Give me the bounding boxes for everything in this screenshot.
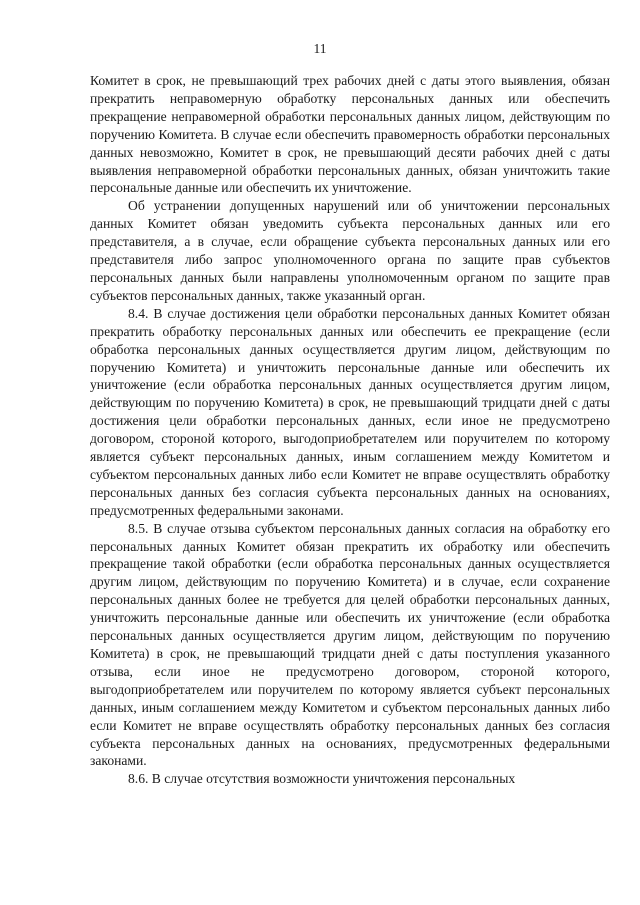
paragraph-8-5: 8.5. В случае отзыва субъектом персональных данных согласия на обработку его персональных данных Комитет обязан прекратить их обработку или обеспечить прекращение такой обработки (если обработка персональных данных осуществляется другим лицом, действующим по поручению Комитета) и в случае, если сохранение персональных данных более не требуется для целей обработки персональных данных, уничтожить персональные данные или обеспечить их уничтожение (если обработка персональных данных осуществляется другим лицом, действующим по поручению Комитета) в срок, не превышающий тридцати дней с даты поступления указанного отзыва, если иное не предусмотрено договором, стороной которого, выгодоприобретателем или поручителем по которому является субъект персональных данных, иным соглашением между Комитетом и субъектом персональных данных либо если Комитет не вправе осуществлять обработку персональных данных без согласия субъекта персональных данных на основаниях, предусмотренных федеральными законами. bbox=[90, 520, 610, 769]
page-number: 11 bbox=[313, 41, 327, 56]
paragraph-8-6: 8.6. В случае отсутствия возможности уничтожения персональных bbox=[128, 771, 516, 787]
paragraph-notification: Об устранении допущенных нарушений или об уничтожении персональных данных Комитет обязан уведомить субъекта персональных данных или его представителя, а в случае, если обращение субъекта персональных данных или его представителя либо запрос уполномоченного органа по защите прав субъектов персональных данных были направлены уполномоченным органом по защите прав субъектов персональных данных, также указанный орган. bbox=[90, 198, 610, 303]
document-body bbox=[90, 72, 610, 788]
paragraph-8-4: 8.4. В случае достижения цели обработки персональных данных Комитет обязан прекратить обработку персональных данных или обеспечить ее прекращение (если обработка персональных данных осуществляется другим лицом, действующим по поручению Комитета) и уничтожить персональные данные или обеспечить их уничтожение (если обработка персональных данных осуществляется другим лицом, действующим по поручению Комитета) в срок, не превышающий тридцати дней с даты достижения цели обработки персональных данных, если иное не предусмотрено договором, стороной которого, выгодоприобретателем или поручителем по которому является субъект персональных данных, иным соглашением между Комитетом и субъектом персональных данных либо если Комитет не вправе осуществлять обработку персональных данных без согласия субъекта персональных данных на основаниях, предусмотренных федеральными законами. bbox=[90, 305, 610, 518]
paragraph-continuation: Комитет в срок, не превышающий трех рабочих дней с даты этого выявления, обязан прекратить неправомерную обработку персональных данных или обеспечить прекращение неправомерной обработки персональных данных лицом, действующим по поручению Комитета. В случае если обеспечить правомерность обработки персональных данных невозможно, Комитет в срок, не превышающий десяти рабочих дней с даты выявления неправомерной обработки персональных данных, обязан уничтожить такие персональные данные или обеспечить их уничтожение. bbox=[90, 73, 610, 196]
